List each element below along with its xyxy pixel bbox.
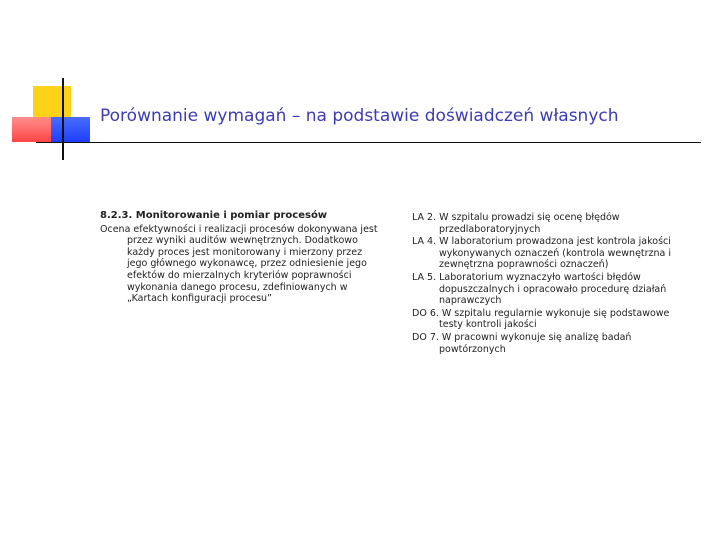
requirement-item: DO 6. W szpitalu regularnie wykonuje się podstawowe testy kontroli jakości [412,307,670,331]
requirement-item: DO 7. W pracowni wykonuje się analizę badań powtórzonych [412,331,632,355]
requirement-item: LA 5. Laboratorium wyznaczyło wartości błędów dopuszczalnych i opracowało procedurę działań naprawczych [412,271,667,307]
section-body: Ocena efektywności i realizacji procesów dokonywana jest przez wyniki auditów wewnętrznych. Dodatkowo każdy proces jest monitorowany i mierzony przez jego głównego wykonawcę, przez odniesienie jego efektów do mierzalnych kryteriów poprawności wykonania danego procesu, zdefiniowanych w „Kartach konfiguracji procesu” [100,223,378,305]
right-column [412,212,692,356]
section-heading: 8.2.3. Monitorowanie i pomiar procesów [100,210,328,221]
requirement-item: LA 4. W laboratorium prowadzona jest kontrola jakości wykonywanych oznaczeń (kontrola wewnętrzna i zewnętrzna poprawności oznaczeń) [412,236,672,271]
decor-blue-square [51,117,90,143]
slide-title: Porównanie wymagań – na podstawie doświadczeń własnych [100,106,619,126]
decor-vertical-line [62,78,64,160]
left-column [100,210,385,305]
decor-pink-square [12,117,52,142]
requirement-item: LA 2. W szpitalu prowadzi się ocenę błędów przedlaboratoryjnych [412,212,620,235]
decor-horizontal-line [36,142,701,143]
